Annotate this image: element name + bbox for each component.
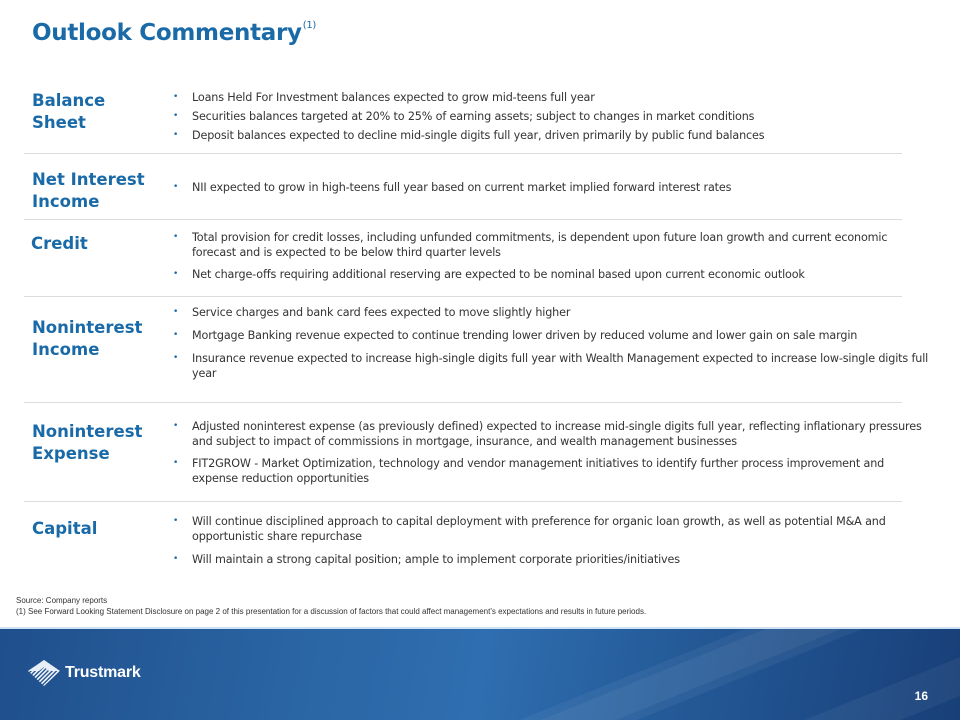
bullet-text: Total provision for credit losses, including unfunded commitments, is dependent upon future loan growth and current economic forecast and is expected to be below third quarter levels: [192, 231, 888, 259]
section-noninterest-expense: [24, 403, 922, 502]
bullet-icon: •: [173, 330, 179, 340]
list-item: [170, 328, 930, 343]
brand-name: Trustmark: [65, 664, 141, 681]
bullet-icon: •: [173, 269, 179, 279]
page-title: [32, 20, 316, 46]
section-label: Balance Sheet: [32, 91, 106, 132]
list-item: [170, 267, 930, 282]
bullet-icon: •: [173, 307, 179, 317]
bullet-text: Net charge-offs requiring additional reserving are expected to be nominal based upon current economic outlook: [192, 268, 805, 281]
list-item: [170, 109, 930, 124]
bullet-text: Mortgage Banking revenue expected to continue trending lower driven by reduced volume and lower gain on sale margin: [192, 329, 858, 342]
footer-band: [0, 627, 960, 720]
bullet-icon: •: [173, 353, 179, 363]
bullet-icon: •: [173, 182, 179, 192]
trustmark-logo: [27, 659, 141, 687]
footnotes: [16, 595, 646, 617]
section-net-interest-income: [24, 154, 902, 220]
section-balance-sheet: [24, 84, 902, 154]
bullet-list: [170, 514, 930, 567]
bullet-text: Securities balances targeted at 20% to 25% of earning assets; subject to changes in market conditions: [192, 110, 755, 123]
bullet-icon: •: [173, 554, 179, 564]
list-item: [170, 552, 930, 567]
section-label: Noninterest Income: [32, 318, 143, 359]
page-title-text: Outlook Commentary: [32, 20, 302, 46]
list-item: [170, 419, 930, 449]
section-noninterest-income: [24, 297, 929, 403]
trustmark-logo-icon: [27, 659, 61, 687]
disclosure-note: (1) See Forward Looking Statement Disclosure on page 2 of this presentation for a discussion of factors that could affect management's expectations and results in future periods.: [16, 607, 647, 616]
title-footnote-marker: (1): [302, 20, 317, 32]
bullet-list: [170, 305, 930, 381]
bullet-text: Adjusted noninterest expense (as previously defined) expected to increase mid-single digits full year, reflecting inflationary pressures and subject to impact of commissions in mortgage, insurance, and wealth management businesses: [192, 420, 922, 448]
list-item: [170, 305, 930, 320]
bullet-list: [170, 419, 930, 486]
list-item: [170, 514, 930, 544]
bullet-icon: •: [173, 232, 179, 242]
bullet-icon: •: [173, 111, 179, 121]
list-item: [170, 351, 930, 381]
list-item: [170, 90, 930, 105]
bullet-icon: •: [173, 421, 179, 431]
bullet-text: NII expected to grow in high-teens full year based on current market implied forward interest rates: [192, 181, 732, 194]
bullet-text: FIT2GROW - Market Optimization, technology and vendor management initiatives to identify further process improvement and expense reduction opportunities: [192, 457, 885, 485]
section-label: Capital: [32, 519, 98, 538]
section-label: Credit: [31, 234, 88, 253]
bullet-icon: •: [173, 92, 179, 102]
bullet-text: Service charges and bank card fees expected to move slightly higher: [192, 306, 571, 319]
bullet-icon: •: [173, 458, 179, 468]
section-capital: [24, 502, 902, 582]
bullet-list: [170, 90, 930, 143]
source-note: Source: Company reports: [16, 596, 108, 605]
list-item: [170, 128, 930, 143]
section-label: Net Interest Income: [32, 170, 145, 211]
bullet-icon: •: [173, 130, 179, 140]
bullet-list: [170, 180, 930, 195]
page-number: 16: [914, 689, 928, 703]
bullet-text: Will maintain a strong capital position; ample to implement corporate priorities/initiatives: [192, 553, 680, 566]
bullet-text: Loans Held For Investment balances expected to grow mid-teens full year: [192, 91, 595, 104]
list-item: [170, 180, 930, 195]
list-item: [170, 230, 930, 260]
bullet-icon: •: [173, 516, 179, 526]
bullet-text: Insurance revenue expected to increase high-single digits full year with Wealth Management expected to increase low-single digits full year: [192, 352, 929, 380]
list-item: [170, 456, 930, 486]
bullet-list: [170, 230, 930, 282]
bullet-text: Deposit balances expected to decline mid-single digits full year, driven primarily by public fund balances: [192, 129, 765, 142]
section-label: Noninterest Expense: [32, 422, 143, 463]
section-credit: [24, 220, 902, 297]
bullet-text: Will continue disciplined approach to capital deployment with preference for organic loan growth, as well as potential M&A and opportunistic share repurchase: [192, 515, 886, 543]
